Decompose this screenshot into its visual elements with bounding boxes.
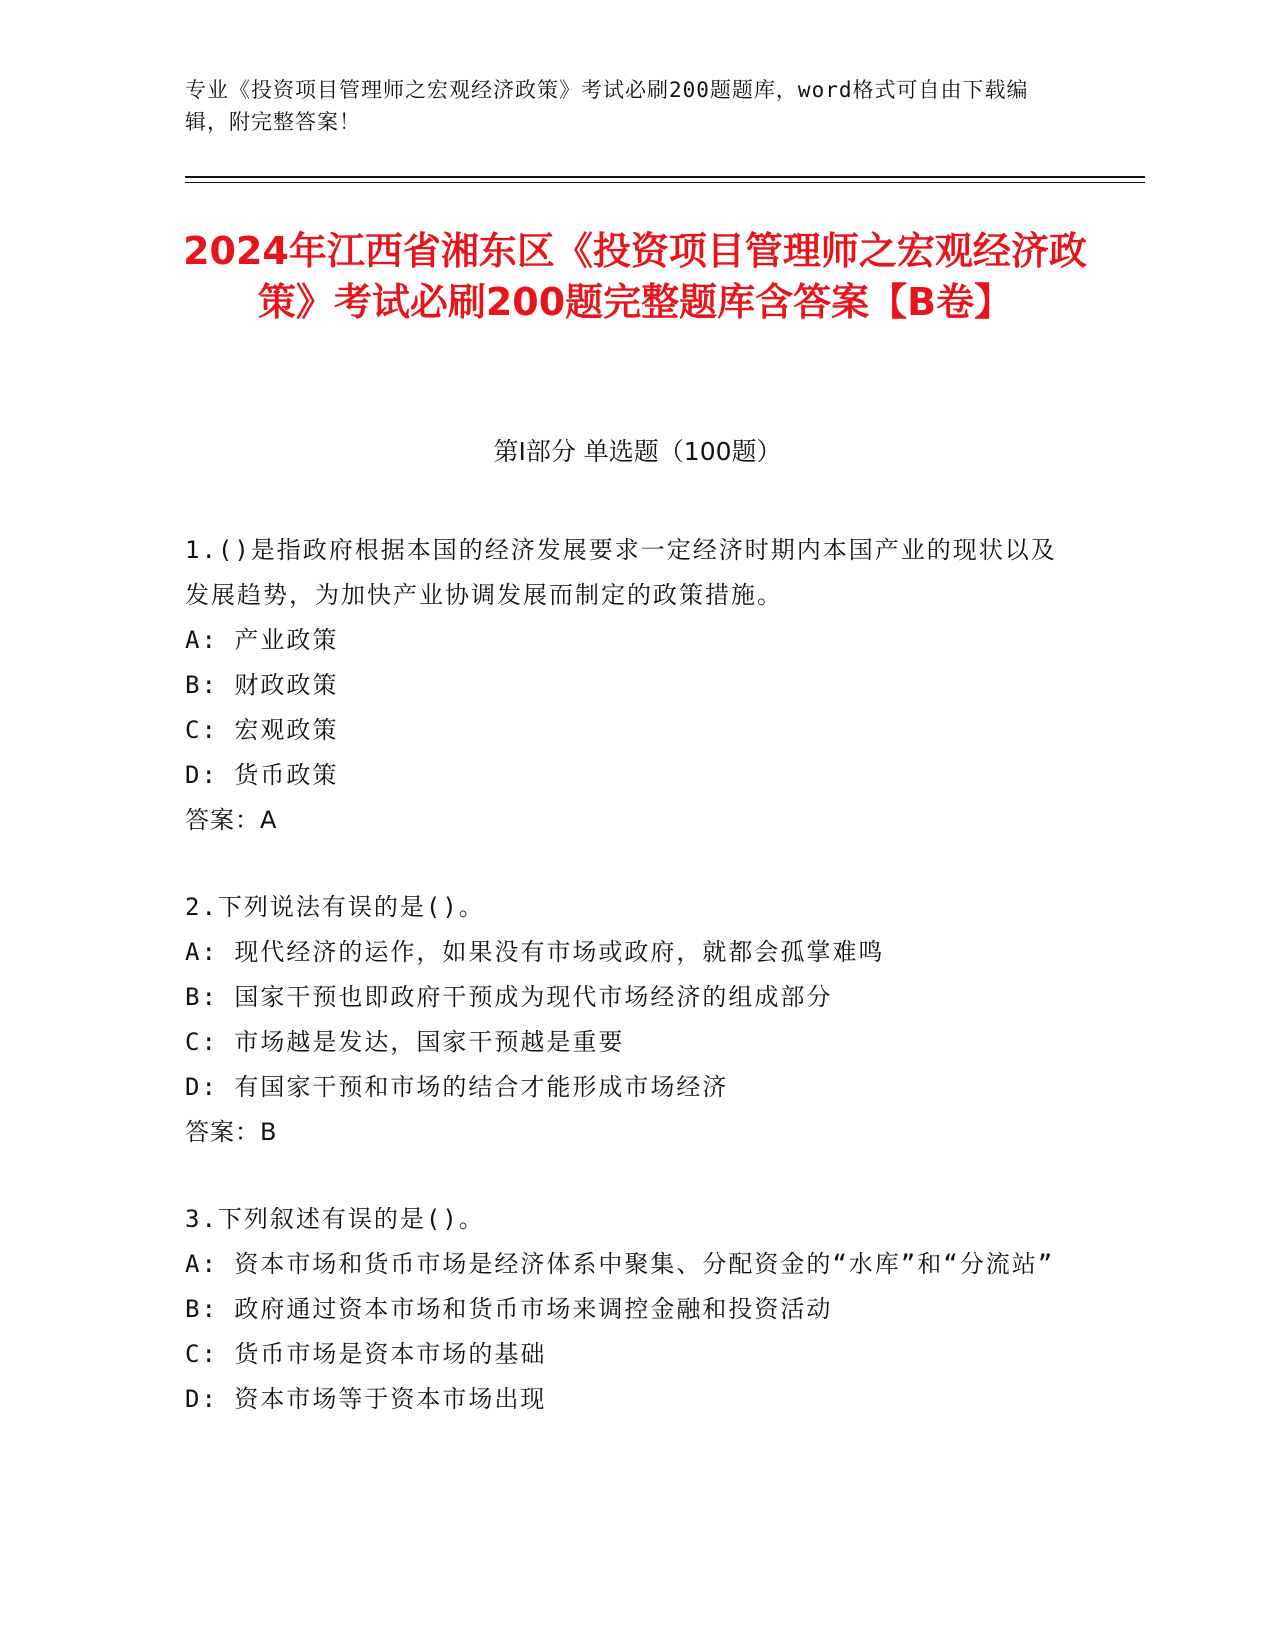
question-3: [185, 1197, 1065, 1422]
question-stem: 3.下列叙述有误的是()。: [185, 1205, 485, 1233]
header-note: 专业《投资项目管理师之宏观经济政策》考试必刷200题题库，word格式可自由下载编辑，附完整答案！: [185, 78, 1029, 134]
option-d: D: 货币政策: [185, 761, 339, 789]
option-a: A: 产业政策: [185, 626, 339, 654]
option-b: B: 国家干预也即政府干预成为现代市场经济的组成部分: [185, 983, 833, 1011]
option-d: D: 有国家干预和市场的结合才能形成市场经济: [185, 1073, 729, 1101]
document-title: 2024年江西省湘东区《投资项目管理师之宏观经济政策》考试必刷200题完整题库含答案【B卷】: [183, 229, 1087, 324]
question-list: [185, 528, 1065, 1464]
option-c: C: 货币市场是资本市场的基础: [185, 1340, 547, 1368]
option-a: A: 资本市场和货币市场是经济体系中聚集、分配资金的“水库”和“分流站”: [185, 1250, 1055, 1278]
question-stem: 1.()是指政府根据本国的经济发展要求一定经济时期内本国产业的现状以及发展趋势，为加快产业协调发展而制定的政策措施。: [185, 536, 1057, 609]
question-stem: 2.下列说法有误的是()。: [185, 893, 485, 921]
answer-line: 答案：B: [185, 1118, 278, 1146]
header-rule-thin: [185, 182, 1145, 183]
question-2: [185, 885, 1065, 1155]
answer-line: 答案：A: [185, 806, 278, 834]
section-heading: 第I部分 单选题（100题）: [493, 437, 782, 466]
option-c: C: 宏观政策: [185, 716, 339, 744]
option-b: B: 政府通过资本市场和货币市场来调控金融和投资活动: [185, 1295, 833, 1323]
option-a: A: 现代经济的运作，如果没有市场或政府，就都会孤掌难鸣: [185, 938, 885, 966]
option-c: C: 市场越是发达，国家干预越是重要: [185, 1028, 625, 1056]
header-rule-thick: [185, 176, 1145, 178]
option-b: B: 财政政策: [185, 671, 339, 699]
question-1: [185, 528, 1065, 843]
option-d: D: 资本市场等于资本市场出现: [185, 1385, 547, 1413]
